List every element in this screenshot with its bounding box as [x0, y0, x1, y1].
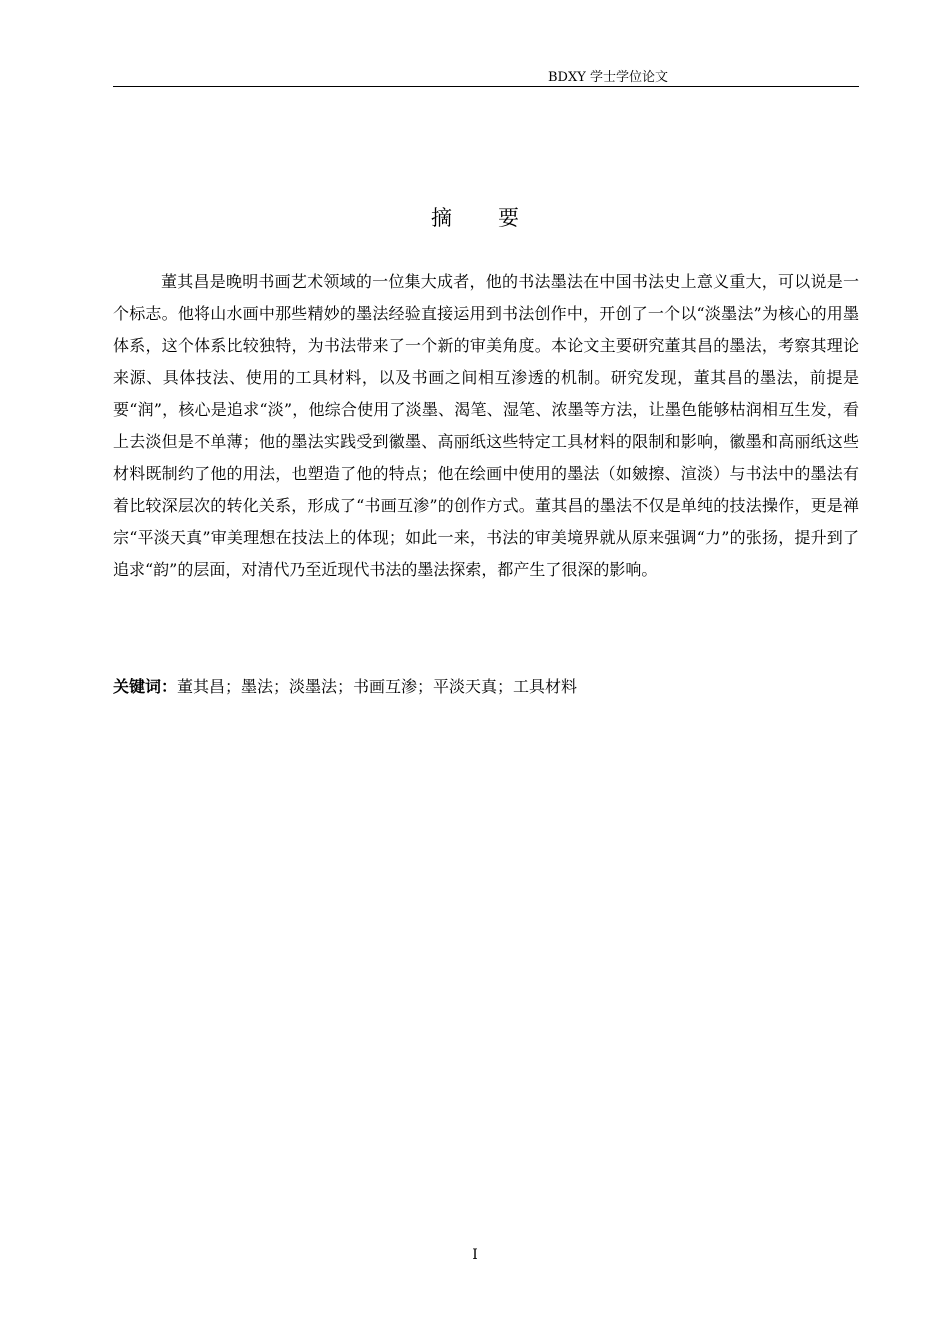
abstract-paragraph: 董其昌是晚明书画艺术领域的一位集大成者，他的书法墨法在中国书法史上意义重大，可以说是一个标志。他将山水画中那些精妙的墨法经验直接运用到书法创作中，开创了一个以“淡墨法”为核心的用墨体系，这个体系比较独特，为书法带来了一个新的审美角度。本论文主要研究董其昌的墨法，考察其理论来源、具体技法、使用的工具材料，以及书画之间相互渗透的机制。研究发现，董其昌的墨法，前提是要“润”，核心是追求“淡”，他综合使用了淡墨、渴笔、湿笔、浓墨等方法，让墨色能够枯润相互生发，看上去淡但是不单薄；他的墨法实践受到徽墨、高丽纸这些特定工具材料的限制和影响，徽墨和高丽纸这些材料既制约了他的用法，也塑造了他的特点；他在绘画中使用的墨法（如皴擦、渲淡）与书法中的墨法有着比较深层次的转化关系，形成了“书画互渗”的创作方式。董其昌的墨法不仅是单纯的技法操作，更是禅宗“平淡天真”审美理想在技法上的体现；如此一来，书法的审美境界就从原来强调“力”的张扬，提升到了追求“韵”的层面，对清代乃至近现代书法的墨法探索，都产生了很深的影响。: [113, 272, 859, 579]
running-header: BDXY 学士学位论文: [548, 70, 668, 85]
keywords-text: 董其昌；墨法；淡墨法；书画互渗；平淡天真；工具材料: [177, 677, 578, 696]
page-number: I: [472, 1247, 478, 1263]
section-title: 摘要: [431, 206, 565, 230]
keywords-line: [113, 676, 859, 698]
header-rule: [113, 86, 859, 87]
keywords-label: 关键词：: [113, 677, 178, 696]
